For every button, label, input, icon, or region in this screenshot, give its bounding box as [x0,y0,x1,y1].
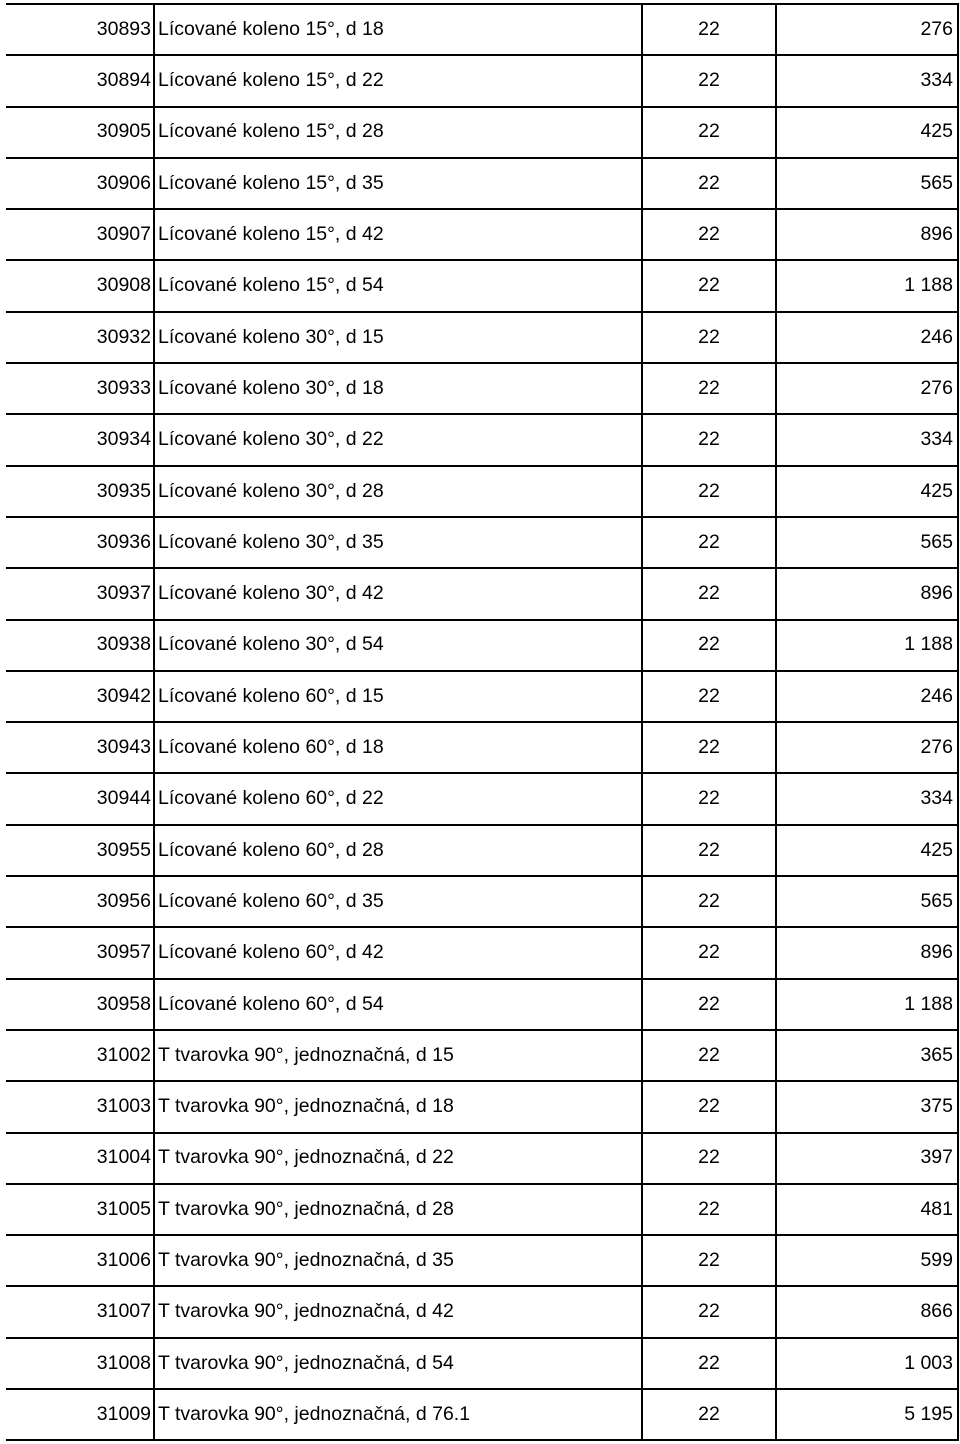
vat-rate-cell: 22 [642,927,776,978]
item-name-cell: Lícované koleno 30°, d 42 [154,568,642,619]
item-code-cell: 31009 [6,1389,154,1440]
item-code-cell: 30943 [6,722,154,773]
table-row [6,773,958,824]
vat-rate-cell: 22 [642,773,776,824]
item-name-cell: Lícované koleno 60°, d 42 [154,927,642,978]
item-name-cell: Lícované koleno 15°, d 35 [154,158,642,209]
item-code-cell: 30908 [6,260,154,311]
vat-rate-cell: 22 [642,1184,776,1235]
vat-rate-cell: 22 [642,1338,776,1389]
item-code-cell: 31007 [6,1286,154,1337]
vat-rate-cell: 22 [642,107,776,158]
item-code-cell: 31003 [6,1081,154,1132]
price-cell: 896 [776,568,958,619]
price-cell: 334 [776,55,958,106]
item-code-cell: 30957 [6,927,154,978]
item-name-cell: Lícované koleno 60°, d 54 [154,979,642,1030]
item-name-cell: Lícované koleno 60°, d 35 [154,876,642,927]
price-cell: 896 [776,209,958,260]
price-cell: 1 188 [776,620,958,671]
price-cell: 599 [776,1235,958,1286]
table-row [6,1184,958,1235]
price-cell: 481 [776,1184,958,1235]
price-cell: 246 [776,671,958,722]
vat-rate-cell: 22 [642,1133,776,1184]
price-cell: 334 [776,414,958,465]
vat-rate-cell: 22 [642,1235,776,1286]
table-row [6,825,958,876]
item-code-cell: 30906 [6,158,154,209]
vat-rate-cell: 22 [642,568,776,619]
vat-rate-cell: 22 [642,722,776,773]
item-code-cell: 30932 [6,312,154,363]
table-row [6,1235,958,1286]
item-code-cell: 30937 [6,568,154,619]
item-code-cell: 30905 [6,107,154,158]
table-row [6,312,958,363]
item-code-cell: 31006 [6,1235,154,1286]
item-code-cell: 30958 [6,979,154,1030]
vat-rate-cell: 22 [642,466,776,517]
table-row [6,671,958,722]
table-row [6,1081,958,1132]
vat-rate-cell: 22 [642,517,776,568]
table-row [6,209,958,260]
item-code-cell: 30907 [6,209,154,260]
item-code-cell: 30938 [6,620,154,671]
vat-rate-cell: 22 [642,1286,776,1337]
item-name-cell: T tvarovka 90°, jednoznačná, d 15 [154,1030,642,1081]
table-row [6,466,958,517]
item-name-cell: T tvarovka 90°, jednoznačná, d 22 [154,1133,642,1184]
item-name-cell: Lícované koleno 30°, d 54 [154,620,642,671]
item-name-cell: T tvarovka 90°, jednoznačná, d 42 [154,1286,642,1337]
item-name-cell: Lícované koleno 30°, d 22 [154,414,642,465]
price-cell: 565 [776,876,958,927]
price-cell: 276 [776,722,958,773]
price-cell: 866 [776,1286,958,1337]
table-row [6,1030,958,1081]
item-code-cell: 31005 [6,1184,154,1235]
item-name-cell: Lícované koleno 30°, d 35 [154,517,642,568]
item-name-cell: Lícované koleno 30°, d 15 [154,312,642,363]
table-row [6,158,958,209]
item-name-cell: T tvarovka 90°, jednoznačná, d 18 [154,1081,642,1132]
table-row [6,979,958,1030]
item-code-cell: 31002 [6,1030,154,1081]
vat-rate-cell: 22 [642,1081,776,1132]
price-cell: 425 [776,466,958,517]
table-row [6,620,958,671]
table-row [6,1338,958,1389]
item-code-cell: 30956 [6,876,154,927]
vat-rate-cell: 22 [642,1389,776,1440]
vat-rate-cell: 22 [642,671,776,722]
table-row [6,568,958,619]
table-row [6,260,958,311]
table-row [6,414,958,465]
price-cell: 1 188 [776,979,958,1030]
table-row [6,927,958,978]
item-code-cell: 30942 [6,671,154,722]
table-row [6,1133,958,1184]
item-name-cell: Lícované koleno 30°, d 28 [154,466,642,517]
table-row [6,876,958,927]
price-cell: 397 [776,1133,958,1184]
price-cell: 565 [776,158,958,209]
item-code-cell: 30893 [6,4,154,55]
item-name-cell: Lícované koleno 15°, d 28 [154,107,642,158]
table-row [6,722,958,773]
item-name-cell: T tvarovka 90°, jednoznačná, d 28 [154,1184,642,1235]
vat-rate-cell: 22 [642,414,776,465]
item-code-cell: 30933 [6,363,154,414]
item-name-cell: Lícované koleno 15°, d 42 [154,209,642,260]
item-name-cell: Lícované koleno 60°, d 15 [154,671,642,722]
item-code-cell: 30934 [6,414,154,465]
vat-rate-cell: 22 [642,158,776,209]
price-cell: 425 [776,107,958,158]
vat-rate-cell: 22 [642,876,776,927]
price-cell: 334 [776,773,958,824]
item-name-cell: Lícované koleno 60°, d 28 [154,825,642,876]
item-name-cell: T tvarovka 90°, jednoznačná, d 76.1 [154,1389,642,1440]
vat-rate-cell: 22 [642,312,776,363]
item-name-cell: Lícované koleno 15°, d 54 [154,260,642,311]
price-list-table [6,3,959,1441]
table-row [6,1389,958,1440]
item-code-cell: 31004 [6,1133,154,1184]
vat-rate-cell: 22 [642,55,776,106]
vat-rate-cell: 22 [642,363,776,414]
price-cell: 276 [776,363,958,414]
table-row [6,517,958,568]
item-name-cell: T tvarovka 90°, jednoznačná, d 54 [154,1338,642,1389]
price-list-body [6,4,958,1440]
price-cell: 1 188 [776,260,958,311]
price-cell: 276 [776,4,958,55]
item-name-cell: Lícované koleno 15°, d 22 [154,55,642,106]
vat-rate-cell: 22 [642,4,776,55]
table-row [6,4,958,55]
price-cell: 896 [776,927,958,978]
item-name-cell: T tvarovka 90°, jednoznačná, d 35 [154,1235,642,1286]
vat-rate-cell: 22 [642,260,776,311]
vat-rate-cell: 22 [642,620,776,671]
item-code-cell: 30935 [6,466,154,517]
price-cell: 565 [776,517,958,568]
vat-rate-cell: 22 [642,979,776,1030]
item-name-cell: Lícované koleno 30°, d 18 [154,363,642,414]
item-code-cell: 30894 [6,55,154,106]
item-name-cell: Lícované koleno 60°, d 22 [154,773,642,824]
item-code-cell: 30936 [6,517,154,568]
table-row [6,1286,958,1337]
price-cell: 5 195 [776,1389,958,1440]
price-cell: 246 [776,312,958,363]
item-code-cell: 31008 [6,1338,154,1389]
item-name-cell: Lícované koleno 60°, d 18 [154,722,642,773]
vat-rate-cell: 22 [642,825,776,876]
price-cell: 365 [776,1030,958,1081]
item-code-cell: 30944 [6,773,154,824]
vat-rate-cell: 22 [642,1030,776,1081]
item-code-cell: 30955 [6,825,154,876]
price-cell: 1 003 [776,1338,958,1389]
price-cell: 375 [776,1081,958,1132]
vat-rate-cell: 22 [642,209,776,260]
table-row [6,107,958,158]
table-row [6,55,958,106]
price-cell: 425 [776,825,958,876]
table-row [6,363,958,414]
item-name-cell: Lícované koleno 15°, d 18 [154,4,642,55]
